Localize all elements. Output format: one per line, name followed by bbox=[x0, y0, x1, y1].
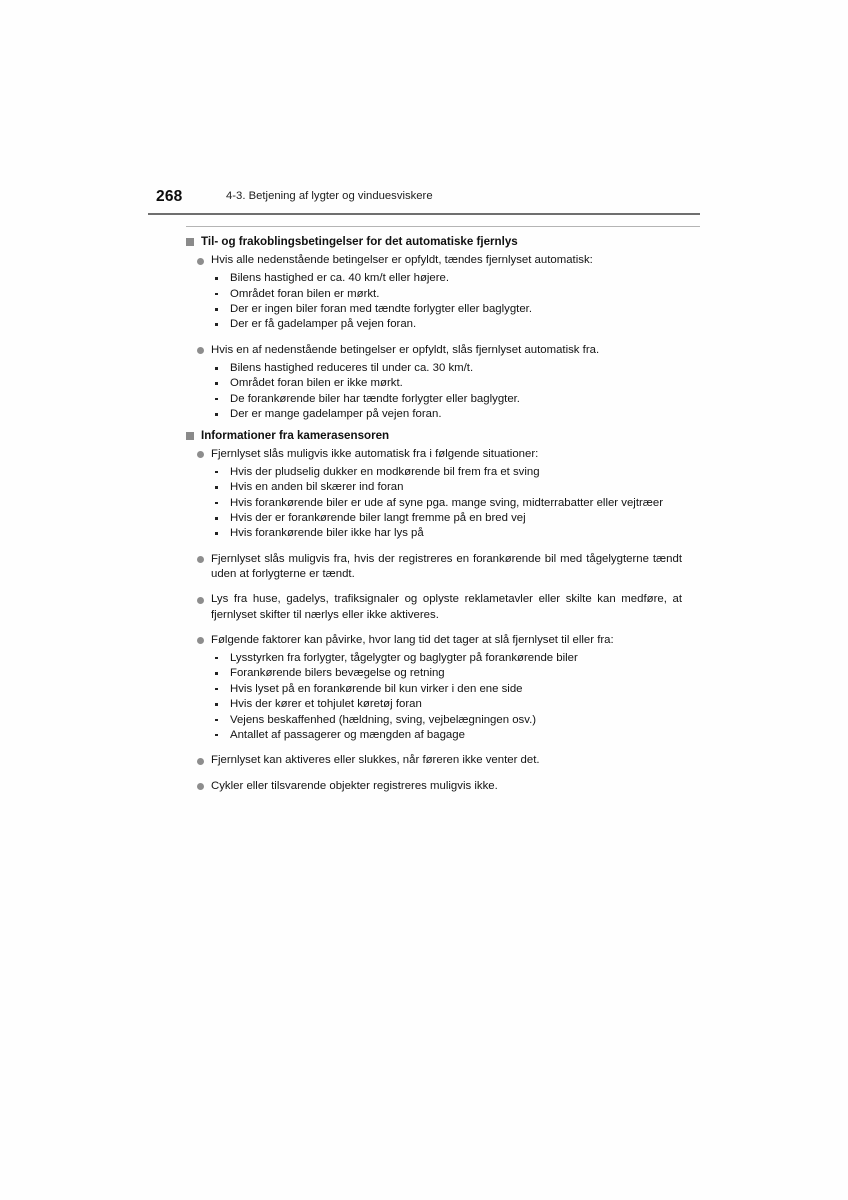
section-heading-label: Til- og frakoblingsbetingelser for det automatiske fjernlys bbox=[201, 235, 518, 248]
sub-bullet-item bbox=[186, 480, 682, 495]
sub-bullet-item bbox=[186, 496, 682, 511]
sub-bullet-text: Der er ingen biler foran med tændte forlygter eller baglygter. bbox=[230, 303, 533, 316]
sub-bullet-item bbox=[186, 511, 682, 526]
sub-bullet-text: Bilens hastighed er ca. 40 km/t eller højere. bbox=[230, 272, 450, 285]
page-content bbox=[186, 234, 682, 794]
bullet-item bbox=[186, 592, 682, 622]
circle-bullet-icon bbox=[197, 597, 204, 604]
header-section-title: 4-3. Betjening af lygter og vinduesviskere bbox=[226, 190, 433, 202]
sub-bullet-text: Hvis forankørende biler er ude af syne pga. mange sving, midterrabatter eller vejtræer bbox=[230, 496, 664, 509]
section-heading-label: Informationer fra kamerasensoren bbox=[201, 428, 390, 442]
sub-bullet-item bbox=[186, 697, 682, 712]
square-marker-icon bbox=[186, 432, 194, 440]
circle-bullet-icon bbox=[197, 347, 204, 354]
dot-bullet-icon bbox=[215, 688, 218, 691]
section-heading bbox=[186, 234, 682, 250]
dot-bullet-icon bbox=[215, 398, 218, 401]
sub-bullet-text: Området foran bilen er ikke mørkt. bbox=[230, 377, 403, 390]
sub-bullet-text: Antallet af passagerer og mængden af bagage bbox=[230, 728, 465, 741]
dot-bullet-icon bbox=[215, 734, 218, 737]
section-heading bbox=[186, 428, 682, 444]
sub-bullet-item bbox=[186, 287, 682, 302]
dot-bullet-icon bbox=[215, 367, 218, 370]
bullet-text: Følgende faktorer kan påvirke, hvor lang tid det tager at slå fjernlyset til eller fra: bbox=[211, 633, 614, 646]
sub-bullet-text: Bilens hastighed reduceres til under ca. 30 km/t. bbox=[230, 362, 474, 375]
bullet-item bbox=[186, 447, 682, 462]
sub-bullet-text: Hvis en anden bil skærer ind foran bbox=[230, 481, 404, 494]
dot-bullet-icon bbox=[215, 719, 218, 722]
sub-bullet-text: Hvis forankørende biler ikke har lys på bbox=[230, 527, 424, 540]
sub-bullet-item bbox=[186, 376, 682, 391]
sub-bullet-text: Hvis lyset på en forankørende bil kun virker i den ene side bbox=[230, 682, 523, 695]
sub-bullet-item bbox=[186, 271, 682, 286]
dot-bullet-icon bbox=[215, 703, 218, 706]
sub-bullet-item bbox=[186, 407, 682, 422]
sub-bullet-item bbox=[186, 465, 682, 480]
dot-bullet-icon bbox=[215, 517, 218, 520]
circle-bullet-icon bbox=[197, 451, 204, 458]
dot-bullet-icon bbox=[215, 502, 218, 505]
sub-bullet-text: Der er mange gadelamper på vejen foran. bbox=[230, 408, 442, 421]
sub-bullet-text: Området foran bilen er mørkt. bbox=[230, 287, 380, 300]
sub-bullet-text: Hvis der er forankørende biler langt fremme på en bred vej bbox=[230, 512, 526, 525]
bullet-text: Lys fra huse, gadelys, trafiksignaler og oplyste reklametavler eller skilte kan medføre, at fjernlyset skifter til nærlys eller ikke aktiveres. bbox=[211, 593, 682, 621]
dot-bullet-icon bbox=[215, 657, 218, 660]
sub-bullet-item bbox=[186, 651, 682, 666]
bullet-item bbox=[186, 779, 682, 794]
sub-bullet-list bbox=[186, 361, 682, 423]
dot-bullet-icon bbox=[215, 532, 218, 535]
sub-bullet-item bbox=[186, 713, 682, 728]
bullet-text: Cykler eller tilsvarende objekter registreres muligvis ikke. bbox=[211, 779, 498, 792]
bullet-text: Fjernlyset kan aktiveres eller slukkes, når føreren ikke venter det. bbox=[211, 754, 540, 767]
sub-bullet-text: Hvis der pludselig dukker en modkørende bil frem fra et sving bbox=[230, 465, 540, 478]
dot-bullet-icon bbox=[215, 323, 218, 326]
sub-bullet-text: Der er få gadelamper på vejen foran. bbox=[230, 318, 417, 331]
sub-bullet-item bbox=[186, 317, 682, 332]
dot-bullet-icon bbox=[215, 413, 218, 416]
content-divider-thin bbox=[186, 226, 700, 227]
bullet-text: Fjernlyset slås muligvis ikke automatisk fra i følgende situationer: bbox=[211, 447, 539, 460]
running-header bbox=[148, 188, 700, 212]
circle-bullet-icon bbox=[197, 637, 204, 644]
sub-bullet-list bbox=[186, 271, 682, 333]
sub-bullet-text: De forankørende biler har tændte forlygter eller baglygter. bbox=[230, 392, 520, 405]
bullet-item bbox=[186, 253, 682, 268]
dot-bullet-icon bbox=[215, 382, 218, 385]
circle-bullet-icon bbox=[197, 758, 204, 765]
sub-bullet-item bbox=[186, 392, 682, 407]
sub-bullet-list bbox=[186, 651, 682, 743]
sub-bullet-text: Vejens beskaffenhed (hældning, sving, vejbelægningen osv.) bbox=[230, 713, 537, 726]
bullet-text: Fjernlyset slås muligvis fra, hvis der registreres en forankørende bil med tågelygterne tændt uden at forlygterne er tændt. bbox=[211, 552, 682, 581]
bullet-item bbox=[186, 552, 682, 582]
sub-bullet-text: Hvis der kører et tohjulet køretøj foran bbox=[230, 698, 422, 711]
dot-bullet-icon bbox=[215, 277, 218, 280]
bullet-item bbox=[186, 343, 682, 358]
sub-bullet-text: Lysstyrken fra forlygter, tågelygter og baglygter på forankørende biler bbox=[230, 651, 578, 664]
sub-bullet-item bbox=[186, 361, 682, 376]
header-divider-thick bbox=[148, 213, 700, 215]
dot-bullet-icon bbox=[215, 308, 218, 311]
sub-bullet-text: Forankørende bilers bevægelse og retning bbox=[230, 667, 445, 680]
dot-bullet-icon bbox=[215, 672, 218, 675]
sub-bullet-item bbox=[186, 302, 682, 317]
circle-bullet-icon bbox=[197, 556, 204, 563]
bullet-item bbox=[186, 633, 682, 648]
dot-bullet-icon bbox=[215, 486, 218, 489]
sub-bullet-item bbox=[186, 682, 682, 697]
sub-bullet-item bbox=[186, 666, 682, 681]
bullet-item bbox=[186, 753, 682, 768]
sub-bullet-item bbox=[186, 526, 682, 541]
circle-bullet-icon bbox=[197, 258, 204, 265]
bullet-text: Hvis alle nedenstående betingelser er opfyldt, tændes fjernlyset automatisk: bbox=[211, 254, 593, 266]
page-number: 268 bbox=[156, 188, 183, 205]
dot-bullet-icon bbox=[215, 293, 218, 296]
square-marker-icon bbox=[186, 238, 194, 246]
dot-bullet-icon bbox=[215, 471, 218, 474]
bullet-text: Hvis en af nedenstående betingelser er opfyldt, slås fjernlyset automatisk fra. bbox=[211, 343, 600, 356]
sub-bullet-list bbox=[186, 465, 682, 542]
sub-bullet-item bbox=[186, 728, 682, 743]
circle-bullet-icon bbox=[197, 783, 204, 790]
